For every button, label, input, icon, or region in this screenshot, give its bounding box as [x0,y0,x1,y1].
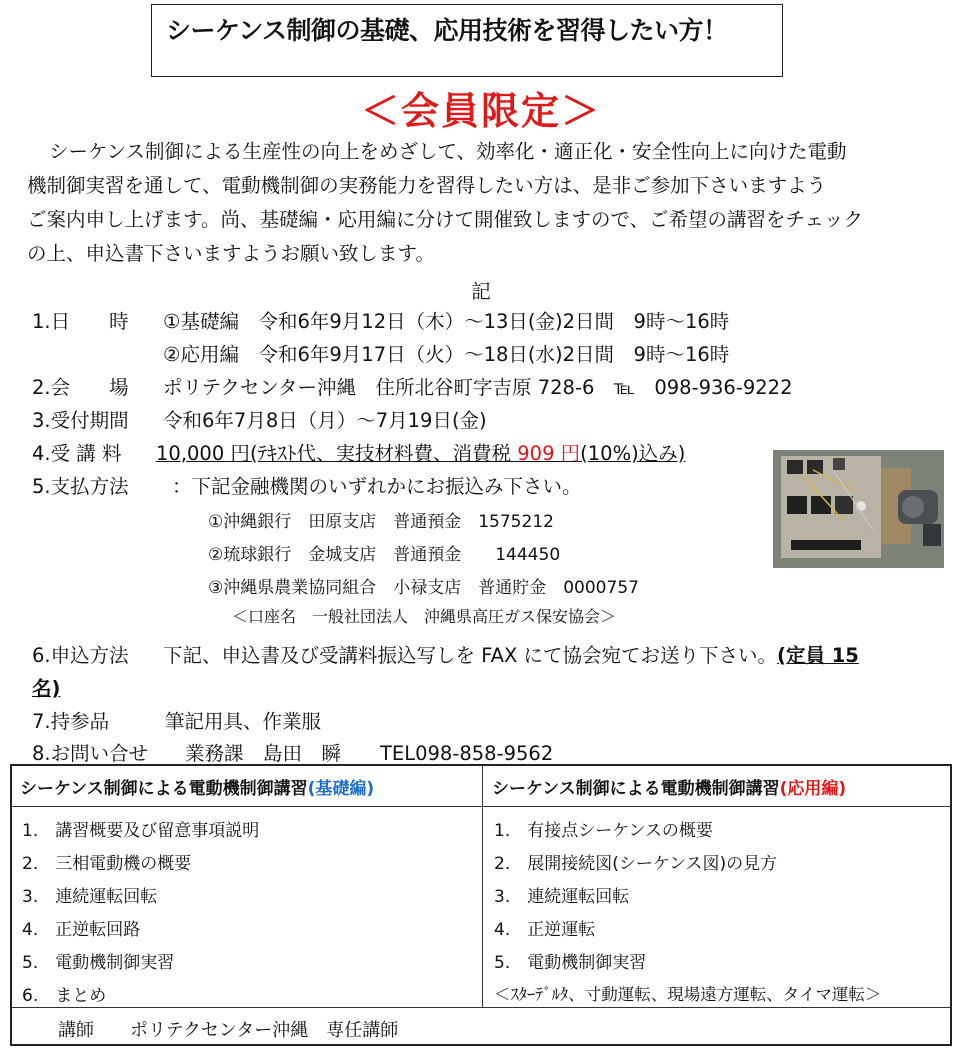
header-divider [12,806,950,807]
kigo-mark: 記 [471,280,491,303]
account-name: ＜口座名 一般社団法人 沖縄県高圧ガス保安協会＞ [232,607,617,626]
fee-amount: 10,000 円 [156,442,250,465]
basic-item: 4. 正逆転回路 [22,920,141,940]
applied-item: 2. 展開接続図(シーケンス図)の見方 [494,854,778,874]
applied-course-tag: (応用編) [779,779,847,799]
basic-item: 1. 講習概要及び留意事項説明 [22,821,260,841]
bank-ryukyu: ②琉球銀行 金城支店 普通預金 144450 [208,545,561,565]
course-table [10,764,952,1046]
bring-label: 7.持参品 [32,710,110,733]
payment-text: ：下記金融機関のいずれかにお振込み下さい。 [172,475,582,498]
footer-divider [12,1007,950,1008]
intro-line: の上、申込書下さいますようお願い致します。 [27,242,435,265]
intro-paragraph [27,135,927,271]
fee-label: 4.受 講 料 [32,442,122,465]
applied-item: 4. 正逆運転 [494,920,596,940]
basic-course-title: シーケンス制御による電動機制御講習 [20,779,308,799]
headline-box [151,4,783,77]
basic-item: 3. 連続運転回転 [22,887,158,907]
date-applied: ②応用編 令和6年9月17日（火）～18日(水)2日間 9時～16時 [163,343,730,366]
capacity-label: (定員 15 [777,644,859,667]
venue-label: 2.会 場 [32,376,129,399]
column-divider [482,766,483,1007]
basic-item: 6. まとめ [22,986,107,1006]
contact-label: 8.お問い合せ [32,742,149,765]
bank-okinawa: ①沖縄銀行 田原支店 普通預金 1575212 [208,512,554,532]
contact-text: 業務課 島田 瞬 TEL098-858-9562 [185,742,554,765]
basic-item: 5. 電動機制御実習 [22,953,175,973]
intro-line: シーケンス制御による生産性の向上をめざして、効率化・適正化・安全性向上に向けた電動 [49,140,847,163]
basic-course-tag: (基礎編) [307,779,375,799]
apply-instructions: 下記、申込書及び受講料振込写しを FAX にて協会宛てお送り下さい。 [163,644,778,667]
applied-course-title: シーケンス制御による電動機制御講習 [492,779,780,799]
applied-item: 5. 電動機制御実習 [494,953,647,973]
fee-tax: 909 円 [517,442,581,465]
applied-course-header [492,774,846,799]
applied-item: 1. 有接点シーケンスの概要 [494,821,713,841]
basic-course-header [20,774,374,799]
intro-line: 機制御実習を通して、電動機制御の実務能力を習得したい方は、是非ご参加下さいますよう [27,174,827,197]
venue-text: ポリテクセンター沖縄 住所北谷町字吉原 728-6 ℡ 098-936-9222 [163,376,793,399]
apply-label: 6.申込方法 [32,644,129,667]
headline: シーケンス制御の基礎、応用技術を習得したい方！ [166,16,728,45]
fee-detail-end: (10%)込み) [580,442,686,465]
instructor-line: 講師 ポリテクセンター沖縄 専任講師 [58,1020,399,1041]
basic-item: 2. 三相電動機の概要 [22,854,192,874]
period-label: 3.受付期間 [32,409,129,432]
equipment-photo [773,450,944,568]
date-label: 1.日 時 [32,310,129,333]
apply-text [163,640,859,668]
fee-text [156,438,685,466]
date-basic: ①基礎編 令和6年9月12日（木）～13日(金)2日間 9時～16時 [163,310,730,333]
fee-detail: (ﾃｷｽﾄ代、実技材料費、消費税 [249,442,518,465]
bring-text: 筆記用具、作業服 [165,710,322,733]
capacity-label-end: 名) [32,677,61,700]
period-text: 令和6年7月8日（月）～7月19日(金) [163,409,487,432]
applied-item: 3. 連続運転回転 [494,887,630,907]
payment-label: 5.支払方法 [32,475,129,498]
applied-item: ＜ｽﾀｰﾃﾞﾙﾀ、寸動運転、現場遠方運転、タイマ運転＞ [494,985,882,1004]
members-only-title: ＜会員限定＞ [360,89,601,133]
intro-line: ご案内申し上げます。尚、基礎編・応用編に分けて開催致しますので、ご希望の講習をチェック [27,208,863,231]
bank-ja: ③沖縄県農業協同組合 小禄支店 普通貯金 0000757 [208,578,639,598]
equipment-illustration [773,450,944,568]
